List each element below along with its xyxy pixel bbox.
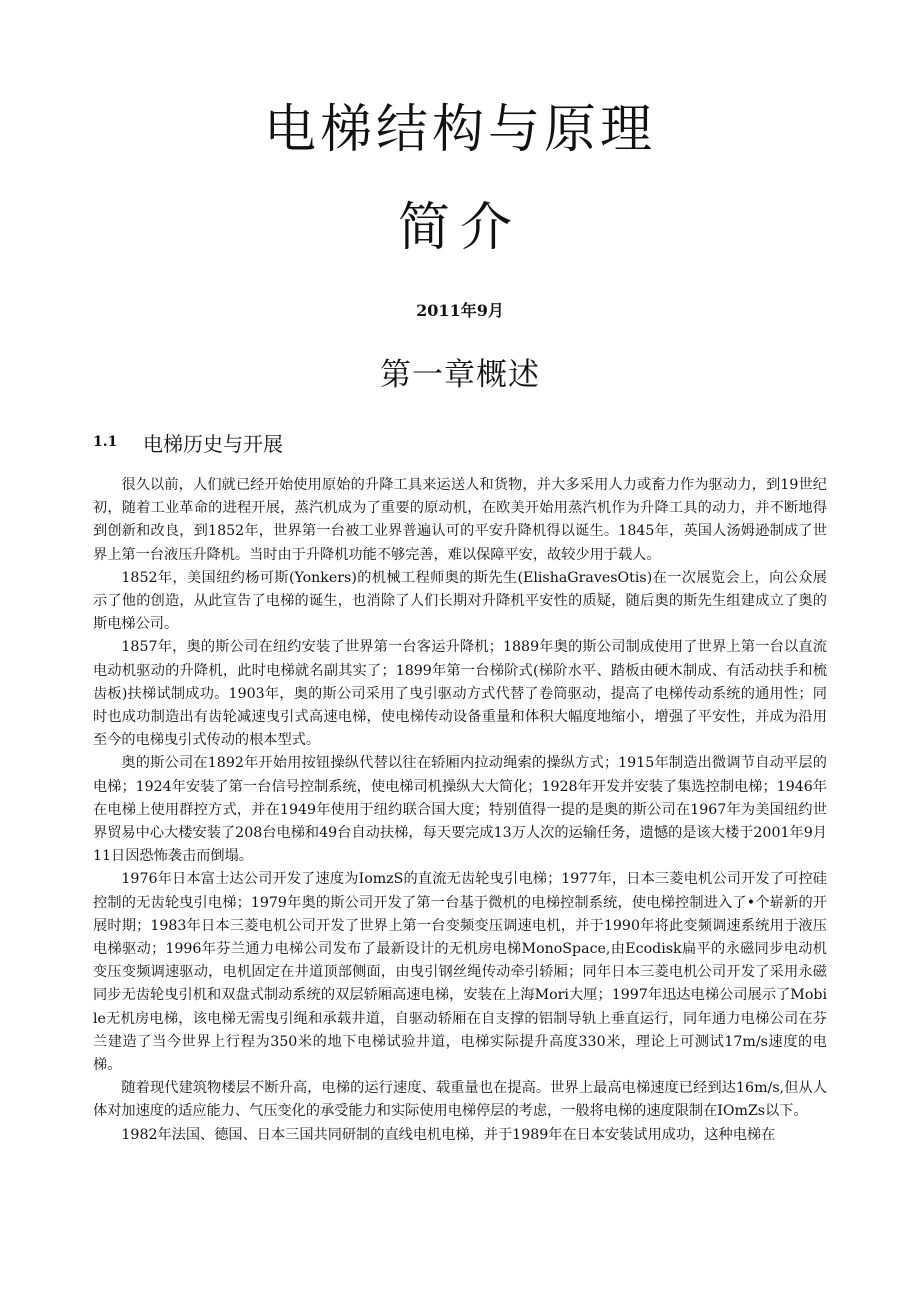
body-text: [93, 474, 827, 1147]
document-date: 2011年9月: [416, 301, 504, 320]
document-subtitle: 简介: [397, 198, 522, 258]
paragraph: 1976年日本富士达公司开发了速度为IomzS的直流无齿轮曳引电梯；1977年，日本三菱电机公司开发了可控硅控制的无齿轮曳引电梯；1979年奥的斯公司开发了第一台基于微机的电梯控制系统，使电梯控制进入了•个崭新的开展时期；1983年日本三菱电机公司开发了世界上第一台变频变压调速电机，并于1990年将此变频调速系统用于液压电梯驱动；1996年芬兰通力电梯公司发布了最新设计的无机房电梯MonoSpace,由Ecodisk扁平的永磁同步电动机变压变频调速驱动，电机固定在井道顶部侧面，由曳引钢丝绳传动牵引轿厢；同年日本三菱电机公司开发了采用永磁同步无齿轮曳引机和双盘式制动系统的双层轿厢高速电梯，安装在上海Mori大厘；1997年迅达电梯公司展示了Mobile无机房电梯，该电梯无需曳引绳和承载井道，自驱动轿厢在自支撑的铝制导轨上垂直运行，同年通力电梯公司在芬兰建造了当今世界上行程为350米的地下电梯试验井道，电梯实际提升高度330米，理论上可测试17m∕s速度的电梯。: [93, 871, 827, 1074]
chapter-heading: 第一章概述: [380, 357, 540, 393]
paragraph: 随着现代建筑物楼层不断升高，电梯的运行速度、载重量也在提高。世界上最高电梯速度已经到达16m∕s,但从人体对加速度的适应能力、气压变化的承受能力和实际使用电梯停层的考虑，一般将电梯的速度限制在IOmZs以下。: [93, 1080, 827, 1120]
paragraph: 很久以前，人们就已经开始使用原始的升降工具来运送人和货物，并大多采用人力或畜力作为驱动力，到19世纪初，随着工业革命的进程开展，蒸汽机成为了重要的原动机，在欧美开始用蒸汽机作为升降工具的动力，并不断地得到创新和改良，到1852年，世界第一台被工业界普遍认可的平安升降机得以诞生。1845年，英国人汤姆逊制成了世界上第一台液压升降机。当时由于升降机功能不够完善，难以保障平安，故较少用于载人。: [93, 477, 827, 563]
paragraph: 1857年，奥的斯公司在纽约安装了世界第一台客运升降机；1889年奥的斯公司制成使用了世界上第一台以直流电动机驱动的升降机，此时电梯就名副其实了；1899年第一台梯阶式(梯阶水平、踏板由硬木制成、有活动扶手和梳齿板)扶梯试制成功。1903年，奥的斯公司采用了曳引驱动方式代替了卷筒驱动，提高了电梯传动系统的通用性；同时也成功制造出有齿轮减速曳引式高速电梯，使电梯传动设备重量和体积大幅度地缩小，增强了平安性，并成为沿用至今的电梯曳引式传动的根本型式。: [93, 639, 827, 749]
paragraph: 1982年法国、德国、日本三国共同研制的直线电机电梯，并于1989年在日本安装试用成功，这种电梯在: [121, 1126, 776, 1143]
paragraph: 奥的斯公司在1892年开始用按钮操纵代替以往在轿厢内拉动绳索的操纵方式；1915年制造出微调节自动平层的电梯；1924年安装了第一台信号控制系统，使电梯司机操纵大大简化；1928年开发并安装了集选控制电梯；1946年在电梯上使用群控方式，并在1949年使用于纽约联合国大度；特别值得一提的是奥的斯公司在1967年为美国纽约世界贸易中心大楼安装了208台电梯和49台自动扶梯，每天要完成13万人次的运输任务，遗憾的是该大楼于2001年9月11日因恐怖袭击而倒塌。: [93, 755, 827, 865]
section-number: 1.1: [93, 434, 118, 450]
section-title: 电梯历史与开展: [143, 431, 283, 456]
section-heading: [93, 428, 283, 456]
document-title: 电梯结构与原理: [263, 100, 656, 160]
paragraph: 1852年，美国纽约杨可斯(Yonkers)的机械工程师奥的斯先生(ElishaGravesOtis)在一次展览会上，向公众展示了他的创造，从此宣告了电梯的诞生，也消除了人们长期对升降机平安性的质疑，随后奥的斯先生组建成立了奥的斯电梯公司。: [93, 569, 827, 633]
